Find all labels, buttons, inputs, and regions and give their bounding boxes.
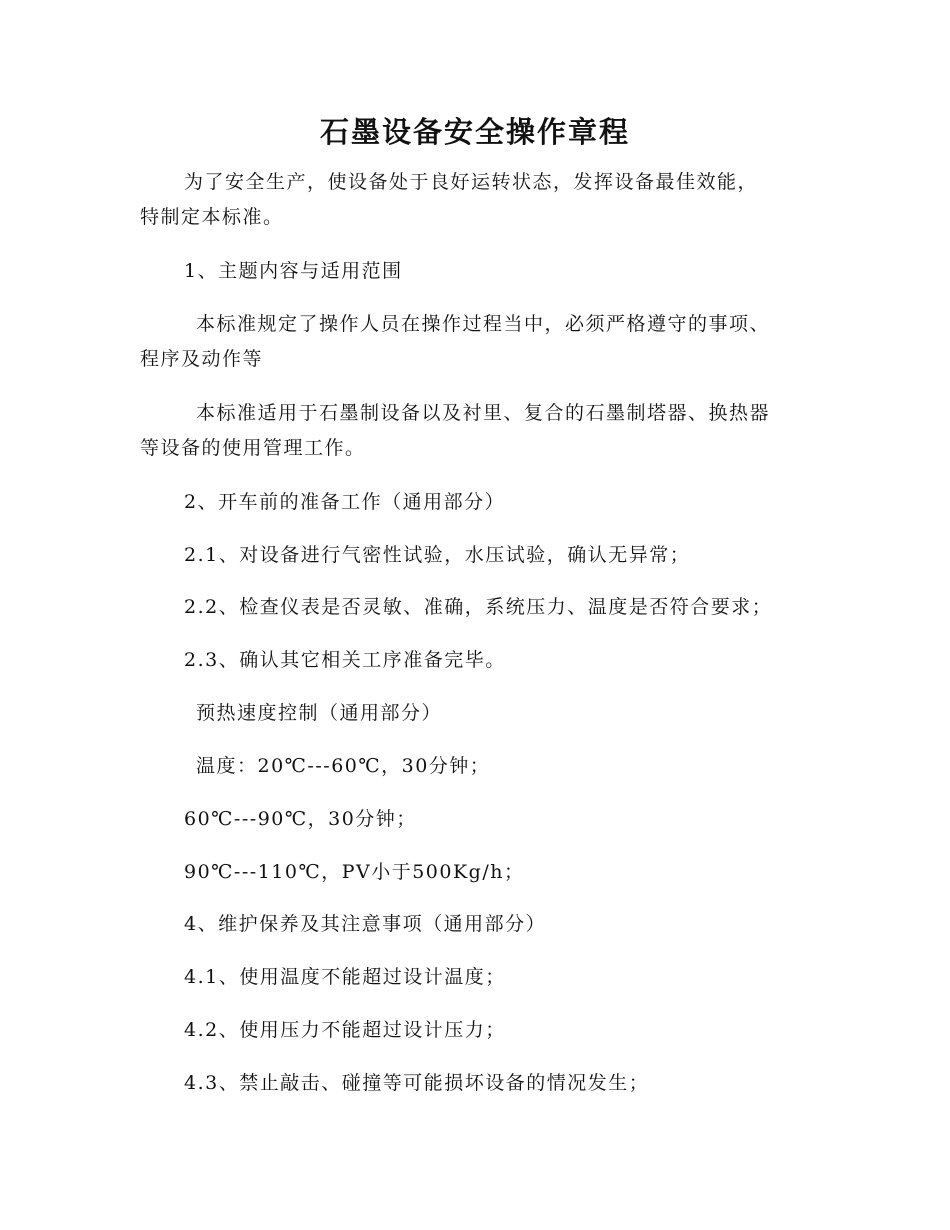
intro-line-1: 为了安全生产，使设备处于良好运转状态，发挥设备最佳效能， (184, 171, 759, 193)
section1-p2-line-2: 等设备的使用管理工作。 (140, 437, 366, 459)
document-title: 石墨设备安全操作章程 (319, 115, 630, 149)
preheat-heading: 预热速度控制（通用部分） (196, 702, 443, 724)
item-4-1: 4.1、使用温度不能超过设计温度； (184, 966, 506, 988)
section2-heading: 2、开车前的准备工作（通用部分） (184, 491, 506, 513)
item-2-1: 2.1、对设备进行气密性试验，水压试验，确认无异常； (184, 544, 691, 566)
preheat-line-2: 60℃---90℃，30分钟； (184, 808, 417, 830)
intro-line-2: 特制定本标准。 (140, 206, 284, 228)
section1-p1-line-2: 程序及动作等 (140, 348, 264, 370)
preheat-line-1: 温度：20℃---60℃，30分钟； (196, 755, 491, 777)
intro-paragraph (140, 165, 810, 235)
preheat-line-3: 90℃---110℃，PV小于500Kg/h； (184, 861, 525, 883)
item-4-3: 4.3、禁止敲击、碰撞等可能损坏设备的情况发生； (184, 1072, 650, 1094)
item-4-2: 4.2、使用压力不能超过设计压力； (184, 1019, 506, 1041)
item-2-3: 2.3、确认其它相关工序准备完毕。 (184, 649, 506, 671)
item-2-2: 2.2、检查仪表是否灵敏、准确，系统压力、温度是否符合要求； (184, 596, 773, 618)
section1-paragraph-2 (140, 396, 810, 466)
section1-heading: 1、主题内容与适用范围 (184, 260, 403, 282)
section1-p2-line-1: 本标准适用于石墨制设备以及衬里、复合的石墨制塔器、换热器 (196, 402, 771, 424)
section1-p1-line-1: 本标准规定了操作人员在操作过程当中，必须严格遵守的事项、 (196, 313, 771, 335)
section1-paragraph-1 (140, 307, 810, 377)
section4-heading: 4、维护保养及其注意事项（通用部分） (184, 913, 547, 935)
